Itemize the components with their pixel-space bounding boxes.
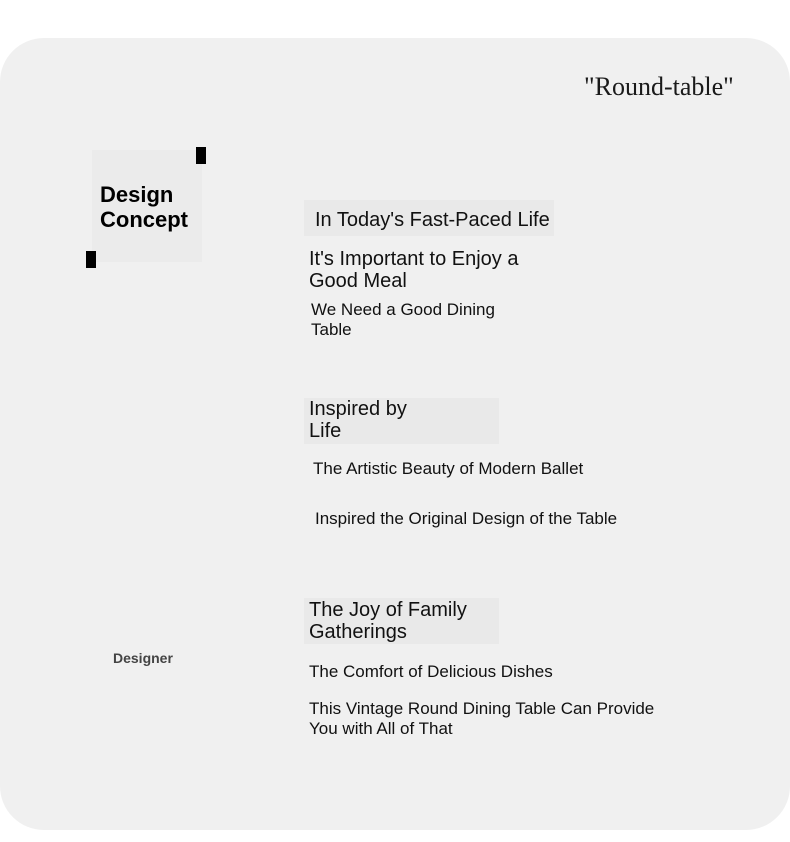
statement-line: Inspired by Life: [309, 398, 407, 442]
statement-line: The Artistic Beauty of Modern Ballet: [313, 459, 584, 478]
statement-line: The Joy of Family Gatherings: [309, 599, 467, 643]
statement-line: The Comfort of Delicious Dishes: [309, 662, 553, 681]
designer-label: Designer: [113, 650, 173, 666]
statement-line: Inspired the Original Design of the Table: [315, 509, 618, 528]
corner-mark: [196, 147, 206, 164]
statement-line: This Vintage Round Dining Table Can Provide You with All of That: [309, 699, 655, 738]
corner-mark: [86, 251, 96, 268]
statement-line: We Need a Good Dining Table: [311, 300, 495, 339]
page-title: "Round-table": [584, 72, 734, 101]
section-title: Design Concept: [100, 182, 188, 232]
statement-line: It's Important to Enjoy a Good Meal: [309, 248, 519, 292]
statement-line: In Today's Fast-Paced Life: [315, 209, 550, 231]
